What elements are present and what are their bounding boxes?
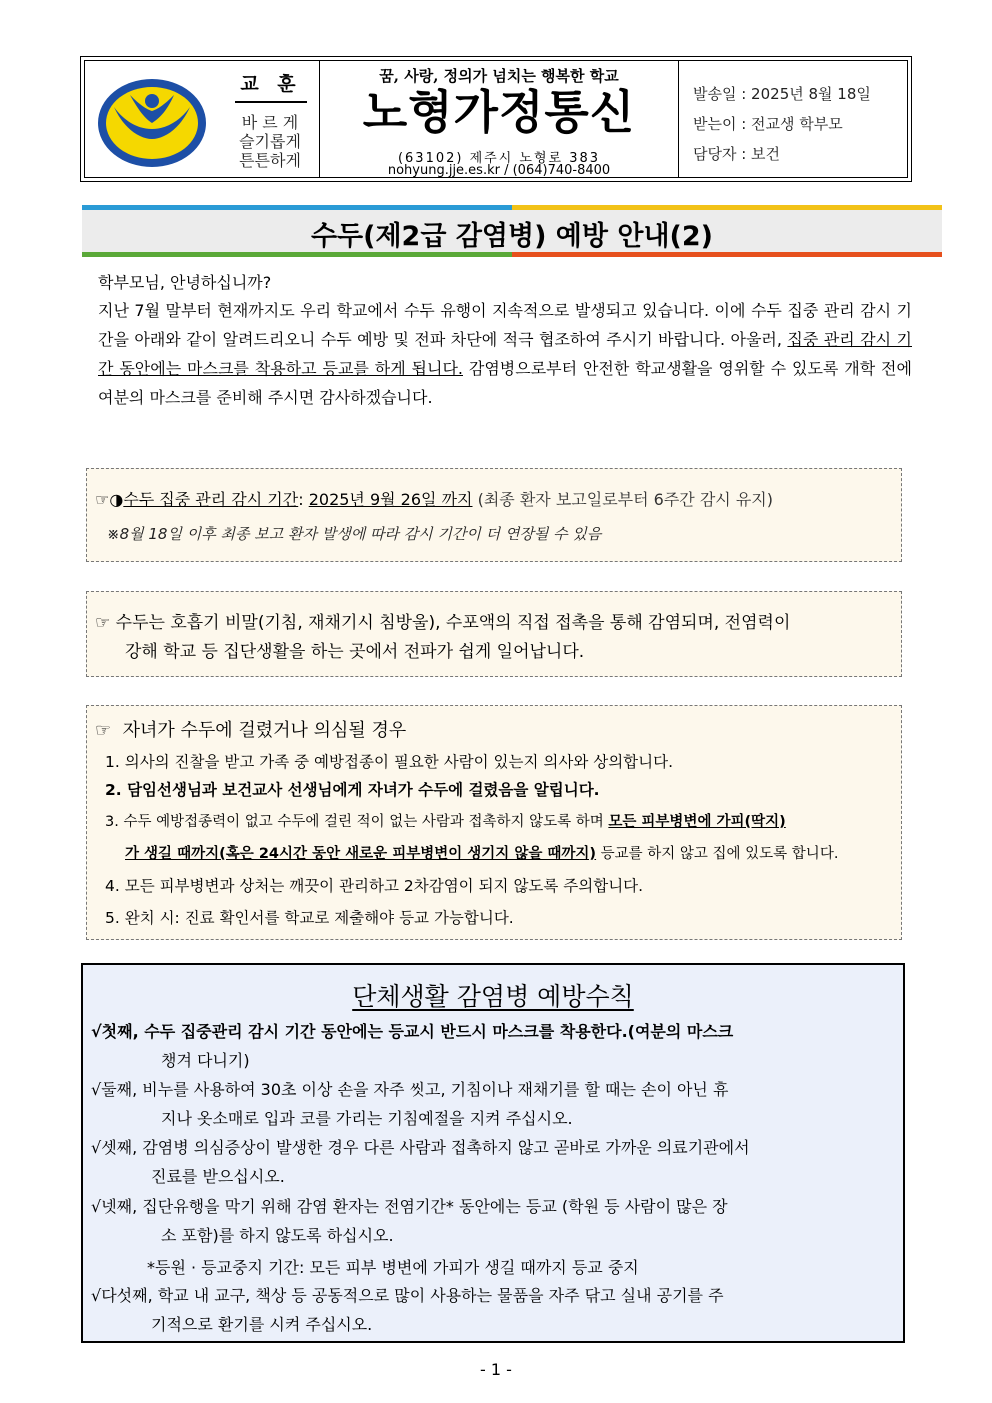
rule-5-cont: 기적으로 환기를 시켜 주십시오.	[151, 1315, 373, 1334]
surveillance-remark: ※8월 18일 이후 최종 보고 환자 발생에 따라 감시 기간이 더 연장될 수 있음	[107, 525, 602, 543]
list-item-continued	[125, 842, 838, 863]
rule-2-cont: 지나 옷소매로 입과 코를 가리는 기침예절을 지켜 주십시오.	[161, 1109, 573, 1128]
rule-4-cont: 소 포함)를 하지 않도록 하십시오.	[161, 1226, 394, 1245]
newsletter-title: 노형가정통신	[362, 85, 636, 139]
intro-text-1: 지난 7월 말부터 현재까지도 우리 학교에서 수두 유행이 지속적으로 발생되고 있습니다. 이에	[98, 301, 746, 320]
surveillance-label: 수두 집중 관리 감시 기간	[123, 490, 299, 509]
rule-3-text: √셋째, 감염병 의심증상이 발생한 경우 다른 사람과 접촉하지 않고 곧바로 가까운 의료기관에서	[91, 1138, 750, 1157]
transmission-text-2: 강해 학교 등 집단생활을 하는 곳에서 전파가 쉽게 일어납니다.	[125, 642, 585, 662]
prevention-rules-box	[81, 963, 905, 1343]
motto-title: 교 훈	[235, 69, 307, 103]
send-info	[679, 61, 907, 177]
school-address: (63102) 제주시 노형로 383	[397, 151, 601, 166]
greeting: 학부모님, 안녕하십니까?	[98, 273, 272, 292]
intro-text-4: 감염병으로부터 안전한 학교생활을 영위할 수 있도록 개학 전에 여분의 마스크를 준비해 주시면 감사하겠습니다.	[98, 359, 912, 407]
list-item-emphasis: 모든 피부병변에 가피(딱지)	[608, 814, 786, 830]
list-item	[105, 810, 786, 831]
rule-3-cont: 진료를 받으십시오.	[151, 1167, 285, 1186]
rule-4	[91, 1192, 897, 1250]
transmission-line-1	[95, 608, 790, 633]
rule-5-text: √다섯째, 학교 내 교구, 책상 등 공동적으로 많이 사용하는 물품을 자주 닦고 실내 공기를 주	[91, 1286, 724, 1305]
pointing-hand-icon: ☞	[95, 613, 111, 633]
intro-paragraph	[80, 296, 912, 412]
rules-title-text: 단체생활 감염병 예방수칙	[352, 982, 634, 1011]
letterhead-inner	[84, 60, 908, 178]
transmission-text-1: 수두는 호흡기 비말(기침, 재채기시 침방울), 수포액의 직접 접촉을 통해 감염되며, 전염력이	[115, 613, 791, 633]
rule-1-text: √첫째, 수두 집중관리 감시 기간 동안에는 등교시 반드시 마스크를 착용한다.(여분의 마스크	[91, 1022, 734, 1041]
list-item: 2. 담임선생님과 보건교사 선생님에게 자녀가 수두에 걸렸음을 알립니다.	[105, 781, 600, 799]
rule-2	[91, 1075, 897, 1133]
if-infected-heading	[95, 716, 406, 742]
list-item-text: 등교를 하지 않고 집에 있도록 합니다.	[600, 846, 839, 862]
list-item: 1. 의사의 진찰을 받고 가족 중 예방접종이 필요한 사람이 있는지 의사와 상의합니다.	[105, 753, 674, 771]
rule-1-cont: 챙겨 다니기)	[161, 1051, 250, 1070]
motto-lines	[221, 113, 319, 170]
rule-4-footnote: *등원 · 등교중지 기간: 모든 피부 병변에 가피가 생길 때까지 등교 중지	[147, 1258, 639, 1277]
recipient: 받는이 : 전교생 학부모	[693, 115, 843, 133]
if-infected-box	[86, 705, 902, 940]
pointing-hand-icon: ☞	[95, 720, 112, 741]
transmission-box	[86, 591, 902, 677]
rule-3	[91, 1133, 897, 1191]
list-item-text: 3. 수두 예방접종력이 없고 수두에 걸린 적이 없는 사람과 접촉하지 않도록 하며	[105, 814, 604, 830]
intro-text-2: 수두 집중 관리 감시 기간을 아래와 같이 알려드리오니 수두 예방 및 전파 차단에 적극 협조하여 주시기 바랍니다. 아울러,	[98, 301, 912, 349]
list-item-emphasis: 가 생길 때까지(혹은 24시간 동안 새로운 피부병변이 생기지 않을 때까지)	[125, 846, 597, 862]
motto-line: 튼튼하게	[239, 151, 301, 170]
motto-cell	[221, 61, 319, 177]
school-logo	[96, 77, 208, 169]
motto-line: 바 르 게	[241, 113, 299, 132]
motto-line: 슬기롭게	[239, 132, 301, 151]
list-item: 4. 모든 피부병변과 상처는 깨끗이 관리하고 2차감염이 되지 않도록 주의합니다.	[105, 877, 644, 895]
rule-5	[91, 1281, 897, 1339]
logo-cell	[85, 61, 221, 177]
rule-4-text: √넷째, 집단유행을 막기 위해 감염 환자는 전염기간* 동안에는 등교 (학원 등 사람이 많은 장	[91, 1197, 728, 1216]
rules-title	[83, 977, 903, 1013]
document-title: 수두(제2급 감염병) 예방 안내(2)	[310, 221, 714, 252]
surveillance-period-box	[86, 468, 902, 562]
surveillance-date: 2025년 9월 26일 까지	[308, 490, 473, 509]
pointing-hand-icon: ☞◑	[95, 490, 124, 509]
rule-2-text: √둘째, 비누를 사용하여 30초 이상 손을 자주 씻고, 기침이나 재채기를 할 때는 손이 아닌 휴	[91, 1080, 729, 1099]
rule-1	[91, 1017, 897, 1075]
letterhead	[80, 56, 912, 182]
title-bar	[82, 205, 942, 257]
school-slogan: 꿈, 사랑, 정의가 넘치는 행복한 학교	[379, 67, 619, 85]
person-in-charge: 담당자 : 보건	[693, 145, 781, 163]
if-infected-title: 자녀가 수두에 걸렸거나 의심될 경우	[122, 720, 407, 741]
surveillance-period-line: ☞◑수두 집중 관리 감시 기간: 2025년 9월 26일 까지 (최종 환자 보고일로부터 6주간 감시 유지)	[95, 490, 773, 509]
intro-text-mask: 집중 관리 감시 기간 동안에는 마스크를 착용하고 등교를 하게 됩니다.	[98, 330, 912, 378]
list-item: 5. 완치 시: 진료 확인서를 학교로 제출해야 등교 가능합니다.	[105, 909, 514, 927]
surveillance-note: (최종 환자 보고일로부터 6주간 감시 유지)	[477, 490, 773, 509]
send-date: 발송일 : 2025년 8월 18일	[693, 85, 871, 103]
page-number: - 1 -	[480, 1360, 512, 1379]
school-contact: nohyung.jje.es.kr / (064)740-8400	[387, 163, 611, 178]
title-cell	[319, 61, 679, 177]
